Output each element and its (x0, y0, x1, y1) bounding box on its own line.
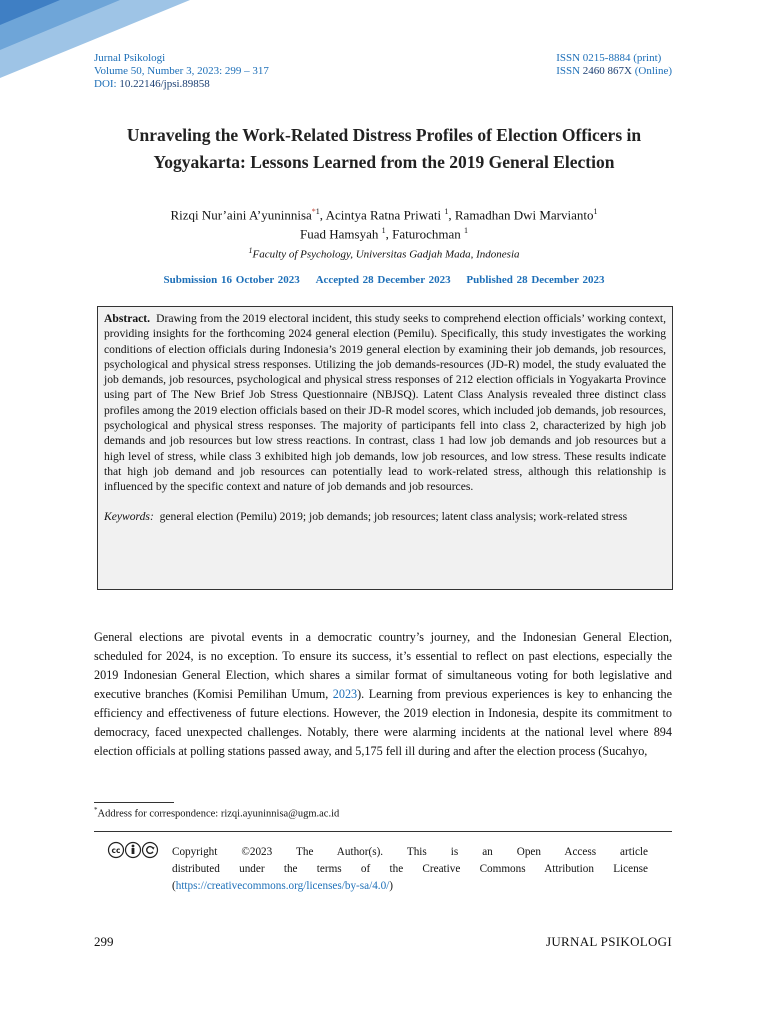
intro-part-2: ). Learning from previous experiences is key to enhancing the efficiency and effectiveness of future elections. However, the 2019 election in Indonesia, despite its commitment to democracy, faced unexpected challenges. Notably, there were alarming incidents at the national level where 894 election officials at polling stations passed away, and 5,175 fell ill during and after the election process (Sucahyo, (94, 687, 673, 758)
authors-line-1: Rizqi Nur’aini A’yuninnisa$^{*1}$, Acintya Ratna Priwati $^1$, Ramadhan Dwi Marvianto$^1$ (170, 207, 598, 223)
abstract-box (97, 306, 673, 590)
abstract-label: Abstract. (104, 312, 151, 325)
author-1-affil: 1 (315, 207, 320, 216)
doi-label: DOI: (94, 78, 117, 90)
abstract-text: Drawing from the 2019 electoral incident, this study seeks to comprehend election officials’ working context, providing insights for the forthcoming 2024 general election (Pemilu). Specifically, this study investigates the working conditions of election officials during Indonesia’s 2019 general election by examining their job demands, job resources, psychological and physical stress responses. Utilizing the job demands-resources (JD-R) model, the study evaluated the job demands, job resources, psychological and physical stress responses of 212 election officials in Yogyakarta Province using part of The New Brief Job Stress Questionnaire (NBJSQ). Latent Class Analysis revealed three distinct class profiles among the 2019 election officials based on their JD-R model scores, which included job demands, job resources, psychological and physical stress responses. The majority of participants fell into class 2, characterized by high job demands and job resources but low stress reactions. In contrast, class 1 had low job demands and job resources but a high level of stress, while class 3 exhibited high job demands, low job resources, and low stress. These results indicate that high job demand and job resources can potentially lead to work-related stress, although this relationship is influenced by the specific context and nature of job demands and job resources. (104, 312, 667, 494)
intro-paragraph (94, 628, 672, 761)
footnote-text: Address for correspondence: rizqi.ayuninnisa@ugm.ac.id (97, 808, 340, 820)
keywords-text: general election (Pemilu) 2019; job demands; job resources; latent class analysis; work-related stress (159, 509, 628, 523)
author-2-affil: 1 (444, 207, 449, 216)
issn-print-value: 0215-8884 (print) (582, 52, 662, 64)
svg-text:cc: cc (111, 845, 121, 855)
author-4-affil: 1 (381, 226, 386, 236)
author-2: Acintya Ratna Priwati (325, 207, 442, 223)
author-3: Ramadhan Dwi Marvianto (454, 207, 594, 223)
keywords (104, 509, 666, 524)
paper-title (80, 122, 688, 176)
intro-part-1: General elections are pivotal events in a democratic country’s journey, and the Indonesian General Election, scheduled for 2024, is no exception. To ensure its success, it’s essential to reflect on past elections, especially the 2019 Indonesian General Election, which shares a similar format of simultaneous voting for both legislative and executive branches (Komisi Pemilihan Umum, (94, 630, 672, 701)
keywords-label: Keywords: (104, 509, 154, 523)
publication-dates (80, 274, 688, 286)
affiliation-text: Faculty of Psychology, Universitas Gadjah Mada, Indonesia (252, 248, 520, 261)
affiliation (80, 243, 688, 263)
accepted-date: Accepted 28 December 2023 (315, 274, 451, 286)
license-line-1: Copyright ©2023 The Author(s). This is an Open Access article (172, 846, 648, 858)
submission-date: Submission 16 October 2023 (163, 274, 300, 286)
author-list (80, 204, 688, 262)
title-line-1: Unraveling the Work-Related Distress Profiles of Election Officers in (126, 125, 642, 145)
authors-line-2: Fuad Hamsyah $^1$, Faturochman $^1$ (300, 226, 468, 242)
corresponding-mark[interactable]: * (311, 207, 316, 216)
author-3-affil: 1 (593, 207, 598, 216)
issn-print (556, 52, 672, 65)
license-url[interactable]: https://creativecommons.org/licenses/by-sa/4.0/ (175, 880, 390, 892)
license-divider (94, 831, 672, 832)
doi-link[interactable]: 10.22146/jpsi.89858 (119, 78, 210, 90)
journal-header-left (94, 52, 269, 91)
author-1: Rizqi Nur’aini A’yuninnisa (170, 207, 312, 223)
affiliation-mark: 1 (248, 245, 253, 255)
published-date: Published 28 December 2023 (466, 274, 605, 286)
footnote-mark: * (94, 806, 98, 814)
license-line-3: (https://creativecommons.org/licenses/by-sa/4.0/) (172, 880, 394, 892)
journal-header-right (556, 52, 672, 78)
footnote (94, 806, 339, 820)
cc-by-sa-icon (107, 841, 159, 859)
author-5-affil: 1 (463, 226, 468, 236)
license-line-2: distributed under the terms of the Creative Commons Attribution License (172, 863, 648, 875)
journal-footer: JURNAL PSIKOLOGI (545, 934, 672, 949)
issn-online-value[interactable]: 2460 867X (582, 65, 632, 77)
volume-line: Volume 50, Number 3, 2023: 299 – 317 (94, 65, 269, 77)
issn-online-label: ISSN (556, 65, 581, 77)
issn-online (556, 65, 672, 78)
title-line-2: Yogyakarta: Lessons Learned from the 2019 General Election (153, 152, 615, 172)
abstract (104, 311, 666, 495)
page-number: 299 (94, 934, 114, 949)
doi-line (94, 78, 269, 91)
footnote-divider (94, 802, 174, 803)
citation-link[interactable]: 2023 (332, 687, 358, 701)
license-notice (172, 844, 648, 895)
journal-name: Jurnal Psikologi (94, 52, 166, 64)
author-4: Fuad Hamsyah (300, 226, 379, 242)
author-5: Faturochman (392, 226, 461, 242)
issn-online-suffix: (Online) (634, 65, 672, 77)
issn-print-label: ISSN (556, 52, 581, 64)
